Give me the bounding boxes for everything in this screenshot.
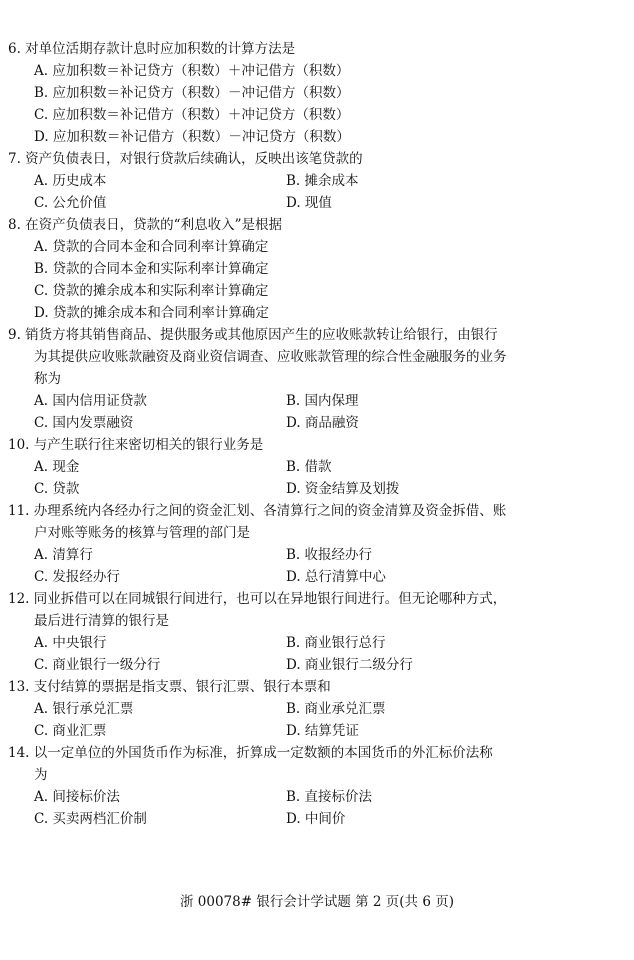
question-stem-cont: 最后进行清算的银行是 [34, 613, 169, 629]
option-a: A. 应加积数＝补记贷方（积数）＋冲记借方（积数） [34, 63, 350, 79]
option-c: C. 贷款的摊余成本和实际利率计算确定 [34, 283, 269, 299]
option-b: B. 应加积数＝补记贷方（积数）－冲记借方（积数） [34, 85, 350, 101]
question-stem: 7. 资产负债表日，对银行贷款后续确认，反映出该笔贷款的 [8, 151, 363, 167]
option-a: A. 中央银行 [34, 635, 107, 651]
question-9 [8, 324, 548, 434]
question-6 [8, 38, 548, 148]
option-c: C. 发报经办行 [34, 569, 120, 585]
question-stem: 14. 以一定单位的外国货币作为标准，折算成一定数额的本国货币的外汇标价法称 [8, 745, 493, 761]
option-a: A. 历史成本 [34, 173, 107, 189]
question-stem-cont: 户对账等账务的核算与管理的部门是 [34, 525, 250, 541]
question-12 [8, 588, 548, 676]
option-c: C. 国内发票融资 [34, 415, 134, 431]
question-10 [8, 434, 548, 500]
option-d: D. 总行清算中心 [286, 569, 386, 585]
option-b: B. 直接标价法 [286, 789, 373, 805]
option-b: B. 商业银行总行 [286, 635, 386, 651]
question-7 [8, 148, 548, 214]
question-14 [8, 742, 548, 830]
option-c: C. 贷款 [34, 481, 80, 497]
question-stem: 11. 办理系统内各经办行之间的资金汇划、各清算行之间的资金清算及资金拆借、账 [8, 503, 507, 519]
option-c: C. 商业银行一级分行 [34, 657, 161, 673]
question-stem-cont: 称为 [34, 371, 61, 387]
option-b: B. 商业承兑汇票 [286, 701, 386, 717]
option-d: D. 现值 [286, 195, 332, 211]
question-stem: 13. 支付结算的票据是指支票、银行汇票、银行本票和 [8, 679, 331, 695]
question-8 [8, 214, 548, 324]
option-a: A. 间接标价法 [34, 789, 120, 805]
option-c: C. 买卖两档汇价制 [34, 811, 147, 827]
question-11 [8, 500, 548, 588]
option-d: D. 商业银行二级分行 [286, 657, 413, 673]
option-a: A. 现金 [34, 459, 80, 475]
option-d: D. 结算凭证 [286, 723, 359, 739]
option-d: D. 中间价 [286, 811, 346, 827]
question-stem: 8. 在资产负债表日，贷款的“利息收入”是根据 [8, 217, 282, 233]
question-stem: 10. 与产生联行往来密切相关的银行业务是 [8, 437, 264, 453]
option-a: A. 贷款的合同本金和合同利率计算确定 [34, 239, 269, 255]
option-d: D. 应加积数＝补记借方（积数）－冲记贷方（积数） [34, 129, 350, 145]
option-d: D. 商品融资 [286, 415, 359, 431]
question-stem: 6. 对单位活期存款计息时应加积数的计算方法是 [8, 41, 296, 57]
page-footer: 浙 00078# 银行会计学试题 第 2 页(共 6 页) [179, 894, 454, 910]
option-b: B. 收报经办行 [286, 547, 373, 563]
question-stem-cont: 为 [34, 767, 48, 783]
question-stem-cont: 为其提供应收账款融资及商业资信调查、应收账款管理的综合性金融服务的业务 [34, 349, 507, 365]
option-c: C. 公允价值 [34, 195, 107, 211]
option-c: C. 商业汇票 [34, 723, 107, 739]
option-b: B. 摊余成本 [286, 173, 359, 189]
option-b: B. 国内保理 [286, 393, 359, 409]
option-d: D. 资金结算及划拨 [286, 481, 400, 497]
option-a: A. 银行承兑汇票 [34, 701, 134, 717]
option-a: A. 国内信用证贷款 [34, 393, 147, 409]
option-a: A. 清算行 [34, 547, 93, 563]
option-b: B. 贷款的合同本金和实际利率计算确定 [34, 261, 269, 277]
question-13 [8, 676, 548, 742]
question-stem: 12. 同业拆借可以在同城银行间进行，也可以在异地银行间进行。但无论哪种方式， [8, 591, 507, 607]
question-stem: 9. 销货方将其销售商品、提供服务或其他原因产生的应收账款转让给银行，由银行 [8, 327, 498, 343]
option-c: C. 应加积数＝补记借方（积数）＋冲记贷方（积数） [34, 107, 350, 123]
option-d: D. 贷款的摊余成本和合同利率计算确定 [34, 305, 269, 321]
option-b: B. 借款 [286, 459, 332, 475]
